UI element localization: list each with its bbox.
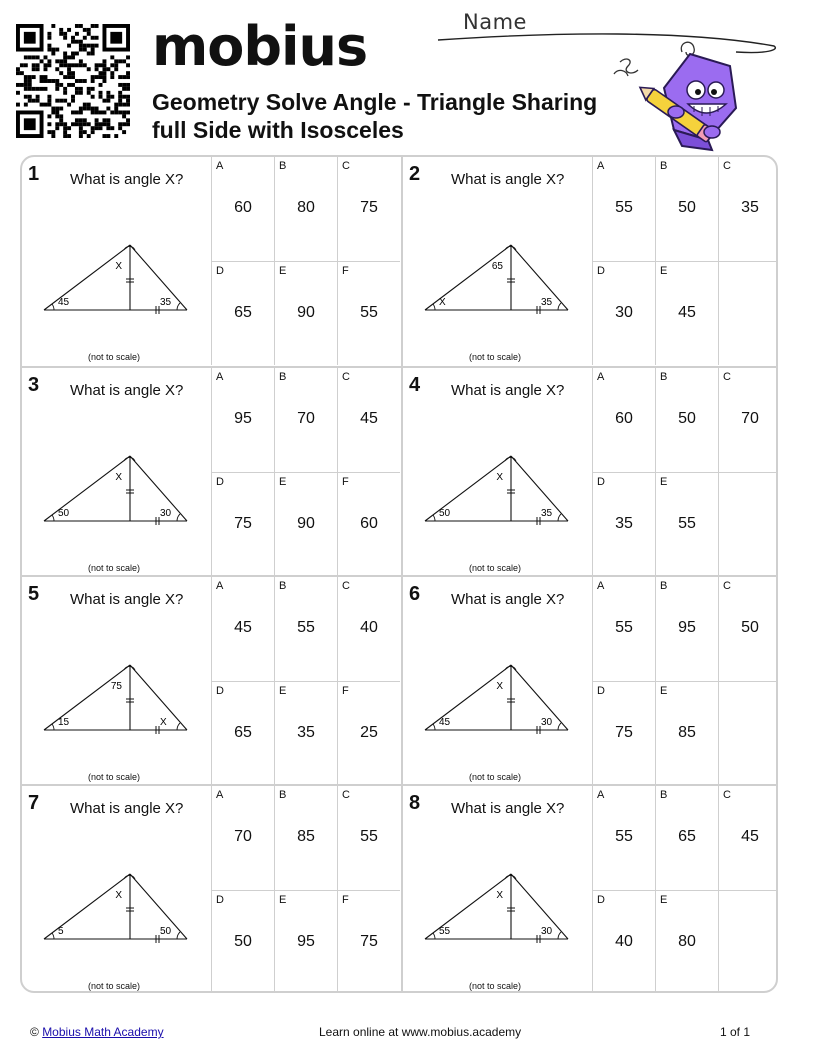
triangle-diagram bbox=[417, 864, 577, 964]
answer-option-empty bbox=[718, 261, 778, 365]
answer-value: 55 bbox=[297, 619, 315, 636]
top-angle-label: X bbox=[115, 261, 122, 272]
triangle-right-side bbox=[511, 874, 568, 939]
answer-grid bbox=[211, 157, 401, 366]
angle-arc bbox=[177, 723, 180, 730]
answer-value: 60 bbox=[615, 410, 633, 427]
answer-value: 85 bbox=[678, 724, 696, 741]
answer-letter: E bbox=[279, 685, 287, 697]
answer-letter: D bbox=[597, 894, 605, 906]
angle-arc bbox=[177, 303, 180, 310]
name-label: Name bbox=[463, 10, 527, 34]
angle-arc bbox=[558, 303, 561, 310]
answer-option-b[interactable] bbox=[274, 157, 337, 261]
answer-letter: B bbox=[279, 371, 287, 383]
triangle-diagram bbox=[36, 655, 196, 755]
left-angle-label: 55 bbox=[439, 926, 451, 937]
triangle-left-side bbox=[425, 245, 511, 310]
answer-value: 70 bbox=[297, 410, 315, 427]
answer-value: 90 bbox=[297, 515, 315, 532]
answer-option-d[interactable] bbox=[592, 681, 655, 785]
triangle-left-side bbox=[44, 665, 130, 730]
answer-letter: C bbox=[723, 580, 731, 592]
problem-1 bbox=[22, 157, 401, 366]
answer-option-d[interactable] bbox=[592, 890, 655, 993]
mascot-illustration bbox=[612, 38, 752, 156]
answer-option-d[interactable] bbox=[211, 261, 274, 365]
answer-value: 95 bbox=[234, 410, 252, 427]
answer-option-a[interactable] bbox=[211, 368, 274, 472]
right-angle-label: 35 bbox=[160, 297, 172, 308]
problem-number: 3 bbox=[28, 374, 40, 396]
answer-letter: A bbox=[597, 580, 605, 592]
answer-option-e[interactable] bbox=[655, 261, 718, 365]
answer-option-a[interactable] bbox=[211, 157, 274, 261]
answer-option-c[interactable] bbox=[718, 157, 778, 261]
answer-option-c[interactable] bbox=[718, 577, 778, 681]
answer-option-d[interactable] bbox=[592, 472, 655, 576]
answer-grid bbox=[592, 786, 778, 993]
question-text: What is angle X? bbox=[451, 591, 565, 608]
top-angle-label: 75 bbox=[110, 681, 122, 692]
angle-arc bbox=[52, 933, 54, 939]
angle-arc bbox=[433, 724, 435, 730]
answer-letter: C bbox=[342, 580, 350, 592]
answer-option-a[interactable] bbox=[592, 157, 655, 261]
worksheet-title bbox=[152, 88, 652, 144]
qr-code bbox=[16, 24, 130, 138]
answer-letter: F bbox=[342, 685, 349, 697]
answer-option-empty bbox=[718, 472, 778, 576]
answer-option-empty bbox=[718, 890, 778, 993]
right-angle-label: 35 bbox=[541, 508, 553, 519]
answer-letter: E bbox=[279, 265, 287, 277]
mobius-logo: mobius bbox=[152, 15, 368, 78]
answer-value: 35 bbox=[297, 724, 315, 741]
answer-letter: B bbox=[660, 580, 668, 592]
answer-letter: A bbox=[216, 789, 224, 801]
triangle-right-side bbox=[511, 456, 568, 521]
triangle-diagram bbox=[417, 446, 577, 546]
left-angle-label: 5 bbox=[58, 926, 64, 937]
left-angle-label: X bbox=[439, 297, 446, 308]
angle-arc bbox=[177, 514, 180, 521]
answer-value: 80 bbox=[678, 933, 696, 950]
title-line-2: full Side with Isosceles bbox=[152, 117, 404, 143]
top-angle-label: X bbox=[115, 890, 122, 901]
triangle-right-side bbox=[130, 245, 187, 310]
answer-option-b[interactable] bbox=[655, 157, 718, 261]
answer-letter: D bbox=[216, 476, 224, 488]
question-text: What is angle X? bbox=[451, 382, 565, 399]
answer-value: 30 bbox=[615, 304, 633, 321]
answer-letter: D bbox=[216, 894, 224, 906]
answer-value: 70 bbox=[741, 410, 759, 427]
triangle-left-side bbox=[425, 456, 511, 521]
answer-option-b[interactable] bbox=[655, 577, 718, 681]
answer-letter: D bbox=[216, 685, 224, 697]
answer-grid bbox=[211, 368, 401, 577]
triangle-right-side bbox=[130, 456, 187, 521]
answer-letter: D bbox=[597, 685, 605, 697]
answer-letter: D bbox=[597, 265, 605, 277]
answer-option-e[interactable] bbox=[655, 472, 718, 576]
problem-2 bbox=[403, 157, 778, 366]
left-angle-label: 50 bbox=[58, 508, 70, 519]
answer-letter: C bbox=[723, 160, 731, 172]
answer-value: 45 bbox=[360, 410, 378, 427]
right-angle-label: 35 bbox=[541, 297, 553, 308]
answer-letter: A bbox=[216, 580, 224, 592]
answer-letter: E bbox=[660, 265, 668, 277]
problem-number: 7 bbox=[28, 792, 40, 814]
answer-letter: B bbox=[660, 371, 668, 383]
not-to-scale-note: (not to scale) bbox=[88, 563, 141, 573]
angle-arc bbox=[177, 932, 180, 939]
answer-option-a[interactable] bbox=[592, 368, 655, 472]
answer-letter: E bbox=[660, 476, 668, 488]
problem-4 bbox=[403, 368, 778, 577]
answer-grid bbox=[592, 368, 778, 577]
right-angle-label: 30 bbox=[160, 508, 172, 519]
answer-letter: F bbox=[342, 894, 349, 906]
question-text: What is angle X? bbox=[70, 382, 184, 399]
answer-option-b[interactable] bbox=[655, 368, 718, 472]
question-text: What is angle X? bbox=[70, 171, 184, 188]
answer-option-c[interactable] bbox=[718, 786, 778, 890]
problem-number: 8 bbox=[409, 792, 421, 814]
page-indicator: 1 of 1 bbox=[720, 1025, 751, 1039]
answer-letter: B bbox=[660, 789, 668, 801]
top-angle-label: X bbox=[115, 472, 122, 483]
left-angle-label: 45 bbox=[439, 717, 451, 728]
answer-option-d[interactable] bbox=[592, 261, 655, 365]
answer-value: 60 bbox=[360, 515, 378, 532]
answer-letter: F bbox=[342, 476, 349, 488]
answer-value: 40 bbox=[615, 933, 633, 950]
answer-option-b[interactable] bbox=[274, 577, 337, 681]
problem-number: 6 bbox=[409, 583, 421, 605]
answer-option-a[interactable] bbox=[211, 577, 274, 681]
answer-value: 75 bbox=[234, 515, 252, 532]
angle-arc bbox=[52, 515, 54, 521]
answer-value: 60 bbox=[234, 199, 252, 216]
answer-value: 95 bbox=[678, 619, 696, 636]
answer-value: 65 bbox=[234, 304, 252, 321]
answer-value: 40 bbox=[360, 619, 378, 636]
answer-value: 75 bbox=[360, 199, 378, 216]
answer-option-e[interactable] bbox=[274, 261, 337, 365]
answer-option-a[interactable] bbox=[592, 577, 655, 681]
answer-letter: A bbox=[216, 371, 224, 383]
top-angle-label: X bbox=[496, 472, 503, 483]
not-to-scale-note: (not to scale) bbox=[469, 772, 522, 782]
answer-option-e[interactable] bbox=[274, 681, 337, 785]
not-to-scale-note: (not to scale) bbox=[88, 352, 141, 362]
answer-option-b[interactable] bbox=[274, 368, 337, 472]
left-angle-label: 45 bbox=[58, 297, 70, 308]
answer-option-d[interactable] bbox=[211, 681, 274, 785]
answer-letter: B bbox=[279, 160, 287, 172]
not-to-scale-note: (not to scale) bbox=[88, 981, 141, 991]
answer-option-f[interactable] bbox=[337, 261, 400, 365]
top-angle-label: 65 bbox=[491, 261, 503, 272]
triangle-diagram bbox=[36, 235, 196, 335]
footer-learn-online: Learn online at www.mobius.academy bbox=[319, 1025, 522, 1039]
right-angle-label: X bbox=[160, 717, 167, 728]
answer-grid bbox=[211, 577, 401, 786]
answer-option-a[interactable] bbox=[211, 786, 274, 890]
answer-letter: A bbox=[597, 160, 605, 172]
angle-arc bbox=[52, 304, 54, 310]
angle-arc bbox=[558, 932, 561, 939]
answer-option-c[interactable] bbox=[337, 157, 400, 261]
answer-letter: C bbox=[342, 371, 350, 383]
answer-value: 35 bbox=[615, 515, 633, 532]
answer-value: 75 bbox=[360, 933, 378, 950]
not-to-scale-note: (not to scale) bbox=[469, 563, 522, 573]
answer-value: 65 bbox=[678, 828, 696, 845]
top-angle-label: X bbox=[496, 681, 503, 692]
answer-letter: C bbox=[723, 789, 731, 801]
problem-number: 2 bbox=[409, 163, 421, 185]
problem-7 bbox=[22, 786, 401, 993]
answer-value: 75 bbox=[615, 724, 633, 741]
triangle-left-side bbox=[425, 874, 511, 939]
answer-value: 55 bbox=[678, 515, 696, 532]
triangle-diagram bbox=[36, 864, 196, 964]
triangle-left-side bbox=[44, 245, 130, 310]
answer-value: 45 bbox=[741, 828, 759, 845]
angle-arc bbox=[433, 304, 435, 310]
answer-value: 55 bbox=[360, 828, 378, 845]
copyright-symbol: © bbox=[30, 1025, 39, 1039]
answer-value: 95 bbox=[297, 933, 315, 950]
answer-option-b[interactable] bbox=[655, 786, 718, 890]
triangle-diagram bbox=[417, 235, 577, 335]
question-text: What is angle X? bbox=[70, 591, 184, 608]
answer-option-e[interactable] bbox=[655, 681, 718, 785]
answer-option-c[interactable] bbox=[718, 368, 778, 472]
answer-letter: E bbox=[279, 476, 287, 488]
answer-option-b[interactable] bbox=[274, 786, 337, 890]
answer-letter: A bbox=[216, 160, 224, 172]
answer-letter: E bbox=[660, 685, 668, 697]
answer-value: 50 bbox=[678, 410, 696, 427]
answer-option-e[interactable] bbox=[274, 472, 337, 576]
problem-number: 4 bbox=[409, 374, 421, 396]
answer-value: 50 bbox=[741, 619, 759, 636]
answer-letter: F bbox=[342, 265, 349, 277]
answer-letter: A bbox=[597, 789, 605, 801]
answer-option-f[interactable] bbox=[337, 681, 400, 785]
triangle-right-side bbox=[511, 245, 568, 310]
answer-value: 35 bbox=[741, 199, 759, 216]
answer-value: 25 bbox=[360, 724, 378, 741]
problem-3 bbox=[22, 368, 401, 577]
answer-grid bbox=[211, 786, 401, 993]
answer-letter: A bbox=[597, 371, 605, 383]
answer-value: 50 bbox=[678, 199, 696, 216]
right-angle-label: 30 bbox=[541, 717, 553, 728]
answer-letter: C bbox=[342, 160, 350, 172]
answer-option-c[interactable] bbox=[337, 786, 400, 890]
left-angle-label: 15 bbox=[58, 717, 70, 728]
answer-value: 45 bbox=[678, 304, 696, 321]
answer-letter: D bbox=[597, 476, 605, 488]
problem-number: 1 bbox=[28, 163, 40, 185]
answer-option-f[interactable] bbox=[337, 472, 400, 576]
answer-value: 55 bbox=[615, 619, 633, 636]
footer-copyright bbox=[30, 1025, 164, 1039]
title-line-1: Geometry Solve Angle - Triangle Sharing bbox=[152, 89, 598, 115]
answer-option-c[interactable] bbox=[337, 368, 400, 472]
answer-option-c[interactable] bbox=[337, 577, 400, 681]
problem-8 bbox=[403, 786, 778, 993]
triangle-right-side bbox=[130, 874, 187, 939]
answer-letter: E bbox=[660, 894, 668, 906]
triangle-diagram bbox=[417, 655, 577, 755]
triangle-left-side bbox=[425, 665, 511, 730]
problem-6 bbox=[403, 577, 778, 786]
answer-value: 55 bbox=[360, 304, 378, 321]
triangle-right-side bbox=[130, 665, 187, 730]
not-to-scale-note: (not to scale) bbox=[469, 352, 522, 362]
question-text: What is angle X? bbox=[70, 800, 184, 817]
answer-letter: D bbox=[216, 265, 224, 277]
top-angle-label: X bbox=[496, 890, 503, 901]
triangle-right-side bbox=[511, 665, 568, 730]
not-to-scale-note: (not to scale) bbox=[469, 981, 522, 991]
answer-letter: B bbox=[660, 160, 668, 172]
answer-option-d[interactable] bbox=[211, 890, 274, 993]
mobius-academy-link[interactable]: Mobius Math Academy bbox=[42, 1025, 164, 1039]
answer-option-a[interactable] bbox=[592, 786, 655, 890]
left-angle-label: 50 bbox=[439, 508, 451, 519]
answer-value: 55 bbox=[615, 828, 633, 845]
answer-value: 90 bbox=[297, 304, 315, 321]
angle-arc bbox=[433, 933, 435, 939]
angle-arc bbox=[558, 514, 561, 521]
answer-value: 45 bbox=[234, 619, 252, 636]
triangle-left-side bbox=[44, 874, 130, 939]
answer-option-f[interactable] bbox=[337, 890, 400, 993]
answer-letter: C bbox=[723, 371, 731, 383]
angle-arc bbox=[558, 723, 561, 730]
right-angle-label: 30 bbox=[541, 926, 553, 937]
triangle-diagram bbox=[36, 446, 196, 546]
answer-grid bbox=[592, 157, 778, 366]
question-text: What is angle X? bbox=[451, 171, 565, 188]
answer-option-empty bbox=[718, 681, 778, 785]
right-angle-label: 50 bbox=[160, 926, 172, 937]
angle-arc bbox=[52, 724, 54, 730]
triangle-left-side bbox=[44, 456, 130, 521]
answer-value: 55 bbox=[615, 199, 633, 216]
answer-value: 85 bbox=[297, 828, 315, 845]
answer-letter: B bbox=[279, 789, 287, 801]
answer-option-e[interactable] bbox=[655, 890, 718, 993]
answer-value: 80 bbox=[297, 199, 315, 216]
answer-value: 70 bbox=[234, 828, 252, 845]
answer-letter: E bbox=[279, 894, 287, 906]
answer-letter: C bbox=[342, 789, 350, 801]
not-to-scale-note: (not to scale) bbox=[88, 772, 141, 782]
problem-grid bbox=[20, 155, 778, 993]
answer-grid bbox=[592, 577, 778, 786]
problem-number: 5 bbox=[28, 583, 40, 605]
answer-value: 65 bbox=[234, 724, 252, 741]
problem-5 bbox=[22, 577, 401, 786]
answer-option-d[interactable] bbox=[211, 472, 274, 576]
question-text: What is angle X? bbox=[451, 800, 565, 817]
answer-option-e[interactable] bbox=[274, 890, 337, 993]
angle-arc bbox=[433, 515, 435, 521]
answer-letter: B bbox=[279, 580, 287, 592]
answer-value: 50 bbox=[234, 933, 252, 950]
